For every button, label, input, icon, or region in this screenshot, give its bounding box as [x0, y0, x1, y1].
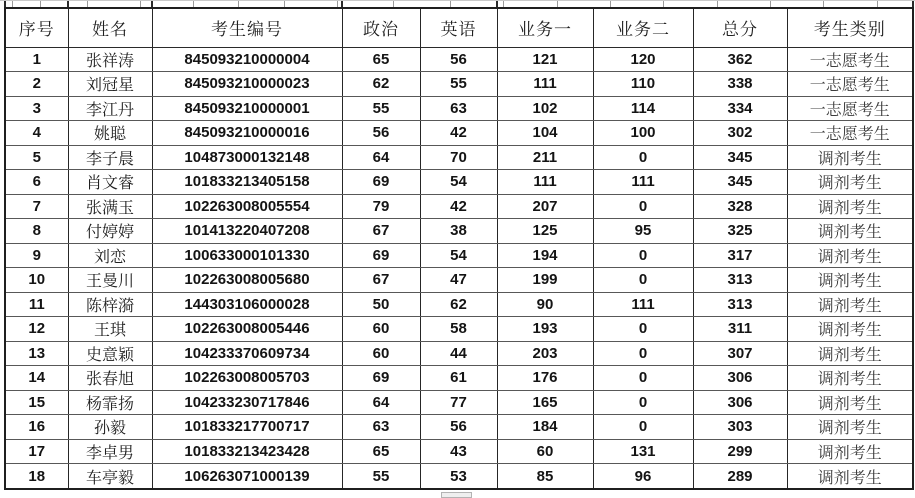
table-row [5, 317, 913, 342]
table-row [5, 268, 913, 293]
cell-index[interactable]: 11 [5, 292, 68, 317]
cell-english[interactable]: 54 [420, 243, 497, 268]
cell-subject-one[interactable]: 85 [497, 464, 593, 489]
cell-total[interactable]: 306 [693, 390, 787, 415]
cell-index[interactable]: 18 [5, 464, 68, 489]
cell-name[interactable]: 付婷婷 [68, 219, 152, 244]
cell-politics[interactable]: 64 [342, 145, 420, 170]
cell-english[interactable]: 55 [420, 72, 497, 97]
cell-name[interactable]: 肖文睿 [68, 170, 152, 195]
cell-subject-two[interactable]: 0 [593, 341, 693, 366]
cell-category[interactable]: 调剂考生 [787, 145, 913, 170]
cell-politics[interactable]: 62 [342, 72, 420, 97]
cell-politics[interactable]: 65 [342, 439, 420, 464]
cell-name[interactable]: 李卓男 [68, 439, 152, 464]
table-row [5, 47, 913, 72]
cell-subject-two[interactable]: 0 [593, 243, 693, 268]
cell-total[interactable]: 311 [693, 317, 787, 342]
cell-english[interactable]: 53 [420, 464, 497, 489]
cell-candidate-id[interactable]: 102263008005446 [152, 317, 342, 342]
cell-total[interactable]: 325 [693, 219, 787, 244]
cell-category[interactable]: 调剂考生 [787, 439, 913, 464]
cell-category[interactable]: 调剂考生 [787, 366, 913, 391]
cell-politics[interactable]: 55 [342, 96, 420, 121]
cell-candidate-id[interactable]: 104233370609734 [152, 341, 342, 366]
cell-name[interactable]: 李子晨 [68, 145, 152, 170]
cell-politics[interactable]: 67 [342, 268, 420, 293]
cell-category[interactable]: 调剂考生 [787, 243, 913, 268]
cell-index[interactable]: 6 [5, 170, 68, 195]
cell-politics[interactable]: 55 [342, 464, 420, 489]
header-row [5, 8, 913, 47]
cell-subject-one[interactable]: 121 [497, 47, 593, 72]
cell-name[interactable]: 张春旭 [68, 366, 152, 391]
cell-subject-two[interactable]: 111 [593, 292, 693, 317]
cell-candidate-id[interactable]: 845093210000023 [152, 72, 342, 97]
table-row [5, 366, 913, 391]
cell-politics[interactable]: 63 [342, 415, 420, 440]
cell-subject-two[interactable]: 0 [593, 415, 693, 440]
cell-category[interactable]: 调剂考生 [787, 194, 913, 219]
table-row [5, 341, 913, 366]
cell-subject-one[interactable]: 90 [497, 292, 593, 317]
table-body [5, 47, 913, 489]
cell-subject-one[interactable]: 203 [497, 341, 593, 366]
cell-english[interactable]: 47 [420, 268, 497, 293]
cell-category[interactable]: 调剂考生 [787, 292, 913, 317]
cell-total[interactable]: 338 [693, 72, 787, 97]
cell-category[interactable]: 一志愿考生 [787, 47, 913, 72]
cell-candidate-id[interactable]: 144303106000028 [152, 292, 342, 317]
cell-total[interactable]: 306 [693, 366, 787, 391]
cell-total[interactable]: 302 [693, 121, 787, 146]
table-row [5, 194, 913, 219]
cell-subject-two[interactable]: 120 [593, 47, 693, 72]
cell-index[interactable]: 15 [5, 390, 68, 415]
cell-subject-two[interactable]: 131 [593, 439, 693, 464]
cell-candidate-id[interactable]: 106263071000139 [152, 464, 342, 489]
table-row [5, 439, 913, 464]
cell-category[interactable]: 调剂考生 [787, 170, 913, 195]
cropped-cell-below-artifact [441, 492, 472, 498]
cell-candidate-id[interactable]: 845093210000004 [152, 47, 342, 72]
cell-index[interactable]: 7 [5, 194, 68, 219]
cell-subject-one[interactable]: 207 [497, 194, 593, 219]
cell-politics[interactable]: 69 [342, 170, 420, 195]
column-header-category[interactable]: 考生类别 [787, 8, 913, 47]
column-header-subject-one[interactable]: 业务一 [497, 8, 593, 47]
cell-name[interactable]: 陈梓漪 [68, 292, 152, 317]
cell-total[interactable]: 328 [693, 194, 787, 219]
cell-category[interactable]: 调剂考生 [787, 341, 913, 366]
cell-index[interactable]: 5 [5, 145, 68, 170]
cell-subject-two[interactable]: 0 [593, 366, 693, 391]
cell-english[interactable]: 42 [420, 194, 497, 219]
cell-politics[interactable]: 56 [342, 121, 420, 146]
table-row [5, 145, 913, 170]
cell-politics[interactable]: 79 [342, 194, 420, 219]
cell-index[interactable]: 14 [5, 366, 68, 391]
cell-candidate-id[interactable]: 102263008005554 [152, 194, 342, 219]
cell-total[interactable]: 345 [693, 170, 787, 195]
cell-subject-one[interactable]: 194 [497, 243, 593, 268]
cell-candidate-id[interactable]: 101833213423428 [152, 439, 342, 464]
cell-name[interactable]: 孙毅 [68, 415, 152, 440]
cell-candidate-id[interactable]: 102263008005703 [152, 366, 342, 391]
table-row [5, 390, 913, 415]
table-row [5, 464, 913, 489]
cell-politics[interactable]: 69 [342, 366, 420, 391]
cell-english[interactable]: 44 [420, 341, 497, 366]
cell-politics[interactable]: 69 [342, 243, 420, 268]
cell-politics[interactable]: 67 [342, 219, 420, 244]
column-header-candidate-id[interactable]: 考生编号 [152, 8, 342, 47]
cell-index[interactable]: 4 [5, 121, 68, 146]
cell-subject-one[interactable]: 111 [497, 72, 593, 97]
cell-total[interactable]: 307 [693, 341, 787, 366]
cell-category[interactable]: 调剂考生 [787, 268, 913, 293]
cell-subject-one[interactable]: 60 [497, 439, 593, 464]
cell-english[interactable]: 56 [420, 47, 497, 72]
column-header-politics[interactable]: 政治 [342, 8, 420, 47]
cell-name[interactable]: 史意颖 [68, 341, 152, 366]
cell-politics[interactable]: 50 [342, 292, 420, 317]
cell-category[interactable]: 调剂考生 [787, 219, 913, 244]
cell-politics[interactable]: 65 [342, 47, 420, 72]
cell-candidate-id[interactable]: 104873000132148 [152, 145, 342, 170]
cell-subject-one[interactable]: 193 [497, 317, 593, 342]
cell-english[interactable]: 42 [420, 121, 497, 146]
cell-subject-one[interactable]: 102 [497, 96, 593, 121]
cell-total[interactable]: 289 [693, 464, 787, 489]
cell-english[interactable]: 56 [420, 415, 497, 440]
cell-subject-one[interactable]: 176 [497, 366, 593, 391]
cell-subject-one[interactable]: 211 [497, 145, 593, 170]
cell-subject-two[interactable]: 0 [593, 390, 693, 415]
cell-category[interactable]: 调剂考生 [787, 317, 913, 342]
cell-index[interactable]: 2 [5, 72, 68, 97]
table-row [5, 219, 913, 244]
cell-total[interactable]: 345 [693, 145, 787, 170]
cell-index[interactable]: 3 [5, 96, 68, 121]
cell-politics[interactable]: 60 [342, 317, 420, 342]
column-header-subject-two[interactable]: 业务二 [593, 8, 693, 47]
cell-total[interactable]: 317 [693, 243, 787, 268]
table-row [5, 121, 913, 146]
cell-candidate-id[interactable]: 845093210000001 [152, 96, 342, 121]
column-header-name[interactable]: 姓名 [68, 8, 152, 47]
cell-index[interactable]: 9 [5, 243, 68, 268]
cell-name[interactable]: 张满玉 [68, 194, 152, 219]
cell-index[interactable]: 1 [5, 47, 68, 72]
table-row [5, 243, 913, 268]
cell-name[interactable]: 刘冠星 [68, 72, 152, 97]
cell-subject-one[interactable]: 199 [497, 268, 593, 293]
cell-english[interactable]: 54 [420, 170, 497, 195]
cell-subject-one[interactable]: 184 [497, 415, 593, 440]
cell-name[interactable]: 王曼川 [68, 268, 152, 293]
cell-candidate-id[interactable]: 104233230717846 [152, 390, 342, 415]
cell-name[interactable]: 张祥涛 [68, 47, 152, 72]
column-header-english[interactable]: 英语 [420, 8, 497, 47]
column-header-total[interactable]: 总分 [693, 8, 787, 47]
cell-index[interactable]: 13 [5, 341, 68, 366]
table-row [5, 415, 913, 440]
cell-index[interactable]: 17 [5, 439, 68, 464]
admission-score-table [4, 7, 914, 490]
cell-category[interactable]: 一志愿考生 [787, 72, 913, 97]
cell-candidate-id[interactable]: 102263008005680 [152, 268, 342, 293]
cell-politics[interactable]: 60 [342, 341, 420, 366]
cell-name[interactable]: 姚聪 [68, 121, 152, 146]
cell-total[interactable]: 313 [693, 268, 787, 293]
cell-name[interactable]: 王琪 [68, 317, 152, 342]
cell-subject-one[interactable]: 104 [497, 121, 593, 146]
cell-name[interactable]: 杨霏扬 [68, 390, 152, 415]
cell-candidate-id[interactable]: 101833217700717 [152, 415, 342, 440]
cell-subject-two[interactable]: 95 [593, 219, 693, 244]
cell-english[interactable]: 38 [420, 219, 497, 244]
cell-total[interactable]: 299 [693, 439, 787, 464]
cell-candidate-id[interactable]: 100633000101330 [152, 243, 342, 268]
cell-total[interactable]: 362 [693, 47, 787, 72]
column-header-index[interactable]: 序号 [5, 8, 68, 47]
cell-english[interactable]: 43 [420, 439, 497, 464]
cell-subject-one[interactable]: 165 [497, 390, 593, 415]
cell-candidate-id[interactable]: 845093210000016 [152, 121, 342, 146]
cell-english[interactable]: 62 [420, 292, 497, 317]
cell-subject-two[interactable]: 114 [593, 96, 693, 121]
cell-name[interactable]: 车亭毅 [68, 464, 152, 489]
cell-english[interactable]: 77 [420, 390, 497, 415]
cell-subject-two[interactable]: 111 [593, 170, 693, 195]
cell-category[interactable]: 一志愿考生 [787, 96, 913, 121]
cell-subject-two[interactable]: 110 [593, 72, 693, 97]
cell-index[interactable]: 16 [5, 415, 68, 440]
cell-subject-two[interactable]: 100 [593, 121, 693, 146]
cell-english[interactable]: 70 [420, 145, 497, 170]
table-row [5, 292, 913, 317]
cell-category[interactable]: 调剂考生 [787, 390, 913, 415]
cell-english[interactable]: 63 [420, 96, 497, 121]
cell-candidate-id[interactable]: 101833213405158 [152, 170, 342, 195]
cell-subject-two[interactable]: 0 [593, 194, 693, 219]
cell-category[interactable]: 调剂考生 [787, 464, 913, 489]
cell-candidate-id[interactable]: 101413220407208 [152, 219, 342, 244]
cell-name[interactable]: 刘恋 [68, 243, 152, 268]
cell-index[interactable]: 12 [5, 317, 68, 342]
cell-subject-two[interactable]: 0 [593, 268, 693, 293]
cell-subject-one[interactable]: 125 [497, 219, 593, 244]
cell-total[interactable]: 303 [693, 415, 787, 440]
cell-total[interactable]: 313 [693, 292, 787, 317]
table-row [5, 96, 913, 121]
table-row [5, 72, 913, 97]
cell-category[interactable]: 一志愿考生 [787, 121, 913, 146]
cell-politics[interactable]: 64 [342, 390, 420, 415]
cell-subject-one[interactable]: 111 [497, 170, 593, 195]
cell-subject-two[interactable]: 96 [593, 464, 693, 489]
cell-english[interactable]: 58 [420, 317, 497, 342]
cell-index[interactable]: 10 [5, 268, 68, 293]
table-row [5, 170, 913, 195]
cell-english[interactable]: 61 [420, 366, 497, 391]
cell-subject-two[interactable]: 0 [593, 145, 693, 170]
cell-subject-two[interactable]: 0 [593, 317, 693, 342]
cell-total[interactable]: 334 [693, 96, 787, 121]
cell-category[interactable]: 调剂考生 [787, 415, 913, 440]
cell-name[interactable]: 李江丹 [68, 96, 152, 121]
cell-index[interactable]: 8 [5, 219, 68, 244]
